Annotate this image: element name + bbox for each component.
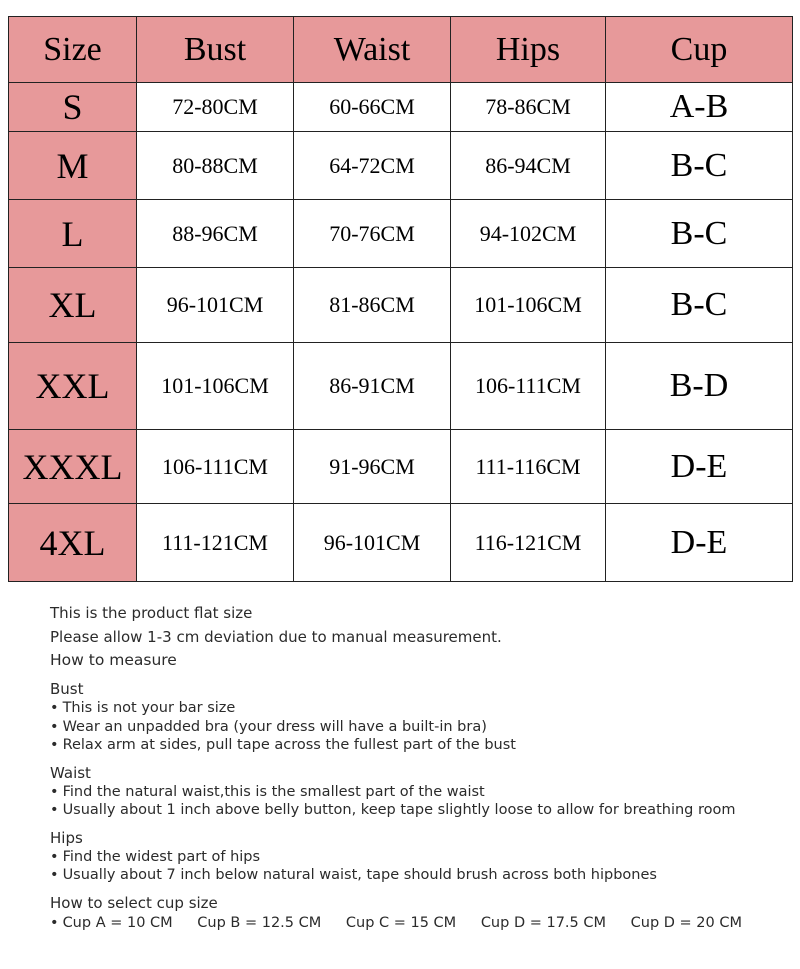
hips-cell: 94-102CM: [451, 200, 606, 268]
size-chart-table: [8, 16, 793, 582]
size-cell: XXXL: [9, 430, 137, 504]
waist-cell: 91-96CM: [294, 430, 451, 504]
table-row: [9, 343, 793, 430]
hips-cell: 101-106CM: [451, 268, 606, 343]
cup-section: [50, 893, 795, 933]
bust-title: Bust: [50, 680, 84, 698]
waist-cell: 86-91CM: [294, 343, 451, 430]
table-row: [9, 200, 793, 268]
measurement-notes: [50, 601, 795, 933]
waist-cell: 64-72CM: [294, 132, 451, 200]
intro-notes: [50, 601, 795, 649]
list-item: • This is not your bar size: [50, 699, 795, 718]
waist-section: [50, 763, 795, 820]
bust-cell: 96-101CM: [137, 268, 294, 343]
cup-size-item: Cup D = 17.5 CM: [480, 914, 607, 931]
bust-cell: 88-96CM: [137, 200, 294, 268]
waist-bullets: [50, 783, 795, 820]
hips-bullets: [50, 848, 795, 885]
hips-cell: 116-121CM: [451, 504, 606, 582]
hips-cell: 86-94CM: [451, 132, 606, 200]
waist-cell: 70-76CM: [294, 200, 451, 268]
waist-cell: 96-101CM: [294, 504, 451, 582]
size-cell: 4XL: [9, 504, 137, 582]
list-item: • Usually about 7 inch below natural waist, tape should brush across both hipbones: [50, 866, 795, 885]
flat-size-note: This is the product flat size: [50, 604, 253, 622]
hips-cell: 78-86CM: [451, 83, 606, 132]
header-waist: Waist: [294, 17, 451, 83]
cup-cell: B-C: [606, 268, 793, 343]
size-cell: M: [9, 132, 137, 200]
table-row: [9, 268, 793, 343]
header-cup: Cup: [606, 17, 793, 83]
table-row: [9, 504, 793, 582]
bust-cell: 106-111CM: [137, 430, 294, 504]
list-item: • Usually about 1 inch above belly button, keep tape slightly loose to allow for breathing room: [50, 801, 795, 820]
cup-cell: A-B: [606, 83, 793, 132]
bust-bullets: [50, 699, 795, 755]
table-row: [9, 430, 793, 504]
cup-size-item: Cup B = 12.5 CM: [197, 914, 322, 931]
hips-cell: 106-111CM: [451, 343, 606, 430]
waist-cell: 81-86CM: [294, 268, 451, 343]
header-bust: Bust: [137, 17, 294, 83]
how-to-measure-title: How to measure: [50, 651, 177, 669]
list-item: • Find the natural waist,this is the smallest part of the waist: [50, 783, 795, 802]
table-row: [9, 83, 793, 132]
hips-section: [50, 828, 795, 885]
cup-size-item: Cup C = 15 CM: [345, 914, 457, 931]
deviation-note: Please allow 1-3 cm deviation due to manual measurement.: [50, 628, 502, 646]
size-cell: XL: [9, 268, 137, 343]
cup-cell: B-C: [606, 200, 793, 268]
waist-cell: 60-66CM: [294, 83, 451, 132]
size-cell: L: [9, 200, 137, 268]
header-hips: Hips: [451, 17, 606, 83]
header-size: Size: [9, 17, 137, 83]
bust-section: [50, 679, 795, 755]
bust-cell: 101-106CM: [137, 343, 294, 430]
table-header-row: [9, 17, 793, 83]
bust-cell: 72-80CM: [137, 83, 294, 132]
hips-title: Hips: [50, 828, 83, 847]
bust-cell: 80-88CM: [137, 132, 294, 200]
cup-cell: B-D: [606, 343, 793, 430]
cup-size-item: Cup D = 20 CM: [630, 914, 742, 931]
list-item: • Relax arm at sides, pull tape across the fullest part of the bust: [50, 736, 795, 755]
cup-size-list: [50, 913, 795, 933]
list-item: • Find the widest part of hips: [50, 848, 795, 867]
list-item: • Wear an unpadded bra (your dress will have a built-in bra): [50, 718, 795, 737]
waist-title: Waist: [50, 763, 91, 782]
size-cell: S: [9, 83, 137, 132]
cup-size-title: How to select cup size: [50, 893, 218, 912]
bust-cell: 111-121CM: [137, 504, 294, 582]
cup-cell: B-C: [606, 132, 793, 200]
cup-cell: D-E: [606, 430, 793, 504]
cup-size-item: • Cup A = 10 CM: [50, 913, 173, 933]
hips-cell: 111-116CM: [451, 430, 606, 504]
size-cell: XXL: [9, 343, 137, 430]
cup-cell: D-E: [606, 504, 793, 582]
table-row: [9, 132, 793, 200]
